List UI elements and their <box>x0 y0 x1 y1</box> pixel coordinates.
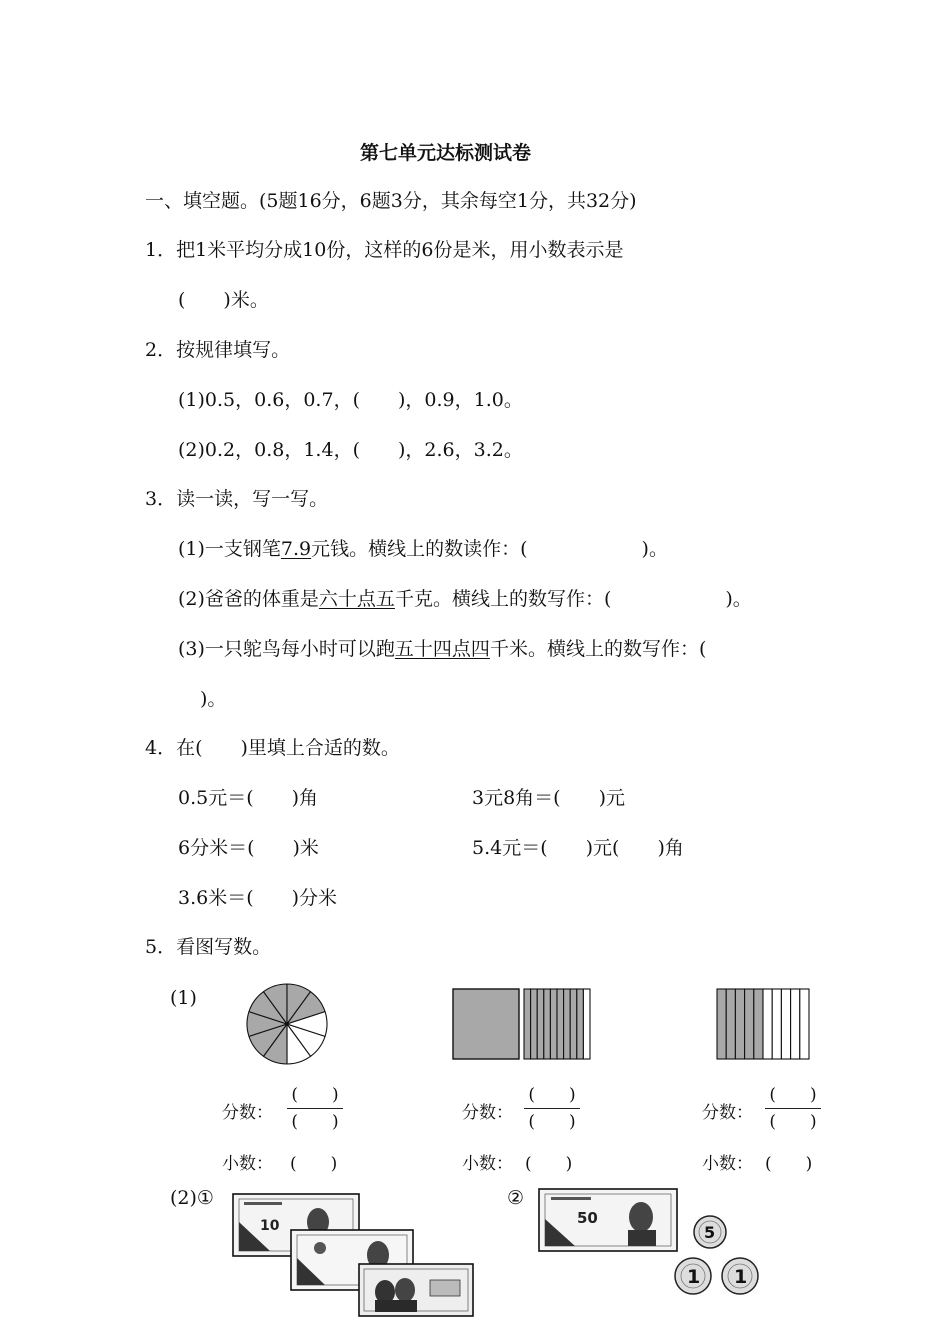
one-jiao-coin-2 <box>722 1258 758 1294</box>
strip-cell <box>772 989 781 1059</box>
fraction-numerator-a[interactable]: ( ) <box>291 1085 339 1105</box>
fraction-label-b: 分数： <box>462 1103 513 1123</box>
q3-a-pre: (1)一支钢笔 <box>178 538 281 560</box>
fraction-circle-figure <box>245 982 329 1066</box>
strip-part <box>531 989 538 1059</box>
decimal-label-c: 小数： <box>702 1154 753 1174</box>
strip-part <box>544 989 551 1059</box>
q3-a-post: 元钱。横线上的数读作：( )。 <box>311 538 668 560</box>
fraction-blank-c[interactable] <box>763 1083 823 1134</box>
q4-r3a: 3.6米＝( )分米 <box>178 887 338 909</box>
fraction-bar-c <box>765 1108 821 1109</box>
strip-cell <box>735 989 744 1059</box>
q5-part1-label: (1) <box>170 987 197 1009</box>
fraction-strip-figure <box>715 988 811 1060</box>
q5-part2-label-2: ② <box>507 1187 525 1209</box>
note50-value: 50 <box>577 1209 598 1227</box>
coin1-value-1: 1 <box>687 1266 701 1288</box>
strip-part <box>557 989 564 1059</box>
q1-line1: 1．把1米平均分成10份，这样的6份是米，用小数表示是 <box>145 239 624 261</box>
decimal-blank-a[interactable]: ( ) <box>290 1154 338 1174</box>
decimal-label-a: 小数： <box>222 1154 273 1174</box>
strip-part <box>577 989 584 1059</box>
q4-stem: 4．在( )里填上合适的数。 <box>145 737 400 759</box>
q2-b: (2)0.2，0.8，1.4，( )，2.6，3.2。 <box>178 439 523 461</box>
strip-part <box>570 989 577 1059</box>
q3-c-underlined: 五十四点四 <box>394 638 490 660</box>
q4-r2b: 5.4元＝( )元( )角 <box>472 837 684 859</box>
strip-part <box>537 989 544 1059</box>
q5-stem: 5．看图写数。 <box>145 936 272 958</box>
section-heading: 一、填空题。(5题16分，6题3分，其余每空1分，共32分) <box>145 190 637 212</box>
fraction-numerator-b[interactable]: ( ) <box>528 1085 576 1105</box>
one-jiao-note <box>359 1264 473 1316</box>
q4-r1b: 3元8角＝( )元 <box>472 787 626 809</box>
one-jiao-coin-1 <box>675 1258 711 1294</box>
square-and-strip-figure <box>452 988 592 1060</box>
strip-cell <box>726 989 735 1059</box>
q3-b-underlined: 六十点五 <box>318 588 395 610</box>
strip-part <box>524 989 531 1059</box>
fraction-bar-a <box>287 1108 343 1109</box>
strip-cell <box>717 989 726 1059</box>
q2-a: (1)0.5，0.6，0.7，( )，0.9，1.0。 <box>178 389 523 411</box>
q2-stem: 2．按规律填写。 <box>145 339 291 361</box>
q3-a <box>178 537 668 561</box>
decimal-blank-b[interactable]: ( ) <box>525 1154 573 1174</box>
strip-part <box>550 989 557 1059</box>
q3-c <box>178 637 706 661</box>
fifty-yuan-note <box>539 1189 677 1251</box>
fraction-blank-b[interactable] <box>522 1083 582 1134</box>
coin1-value-2: 1 <box>734 1266 748 1288</box>
q3-c-pre: (3)一只鸵鸟每小时可以跑 <box>178 638 395 660</box>
strip-cell <box>781 989 790 1059</box>
q3-b-post: 千克。横线上的数写作：( )。 <box>394 588 752 610</box>
page-title: 第七单元达标测试卷 <box>360 142 532 164</box>
whole-square <box>453 989 519 1059</box>
coin5-value: 5 <box>704 1223 716 1242</box>
banknotes-illustration-1 <box>230 1192 480 1320</box>
fraction-bar-b <box>524 1108 580 1109</box>
strip-cell <box>763 989 772 1059</box>
q3-a-underlined: 7.9 <box>280 538 312 560</box>
five-jiao-coin <box>694 1216 726 1248</box>
q5-part2-label-1: (2)① <box>170 1187 214 1209</box>
fraction-denominator-a[interactable]: ( ) <box>291 1112 339 1132</box>
q3-b-pre: (2)爸爸的体重是 <box>178 588 319 610</box>
strip-cell <box>745 989 754 1059</box>
decimal-label-b: 小数： <box>462 1154 513 1174</box>
strip-cell <box>800 989 809 1059</box>
fraction-label-c: 分数： <box>702 1103 753 1123</box>
q3-b <box>178 587 752 611</box>
q4-r1a: 0.5元＝( )角 <box>178 787 319 809</box>
fraction-label-a: 分数： <box>222 1103 273 1123</box>
fraction-denominator-b[interactable]: ( ) <box>528 1112 576 1132</box>
fraction-numerator-c[interactable]: ( ) <box>769 1085 817 1105</box>
strip-cell <box>791 989 800 1059</box>
fraction-blank-a[interactable] <box>285 1083 345 1134</box>
decimal-blank-c[interactable]: ( ) <box>765 1154 813 1174</box>
note10-value: 10 <box>260 1218 280 1234</box>
q4-r2a: 6分米＝( )米 <box>178 837 319 859</box>
q1-line2: ( )米。 <box>178 289 269 311</box>
q3-stem: 3．读一读，写一写。 <box>145 488 329 510</box>
strip-cell <box>754 989 763 1059</box>
q3-c-cont: )。 <box>200 688 227 710</box>
banknote-coins-illustration-2 <box>537 1187 767 1312</box>
strip-part <box>583 989 590 1059</box>
fraction-denominator-c[interactable]: ( ) <box>769 1112 817 1132</box>
q3-c-post: 千米。横线上的数写作：( <box>489 638 707 660</box>
strip-part <box>564 989 571 1059</box>
